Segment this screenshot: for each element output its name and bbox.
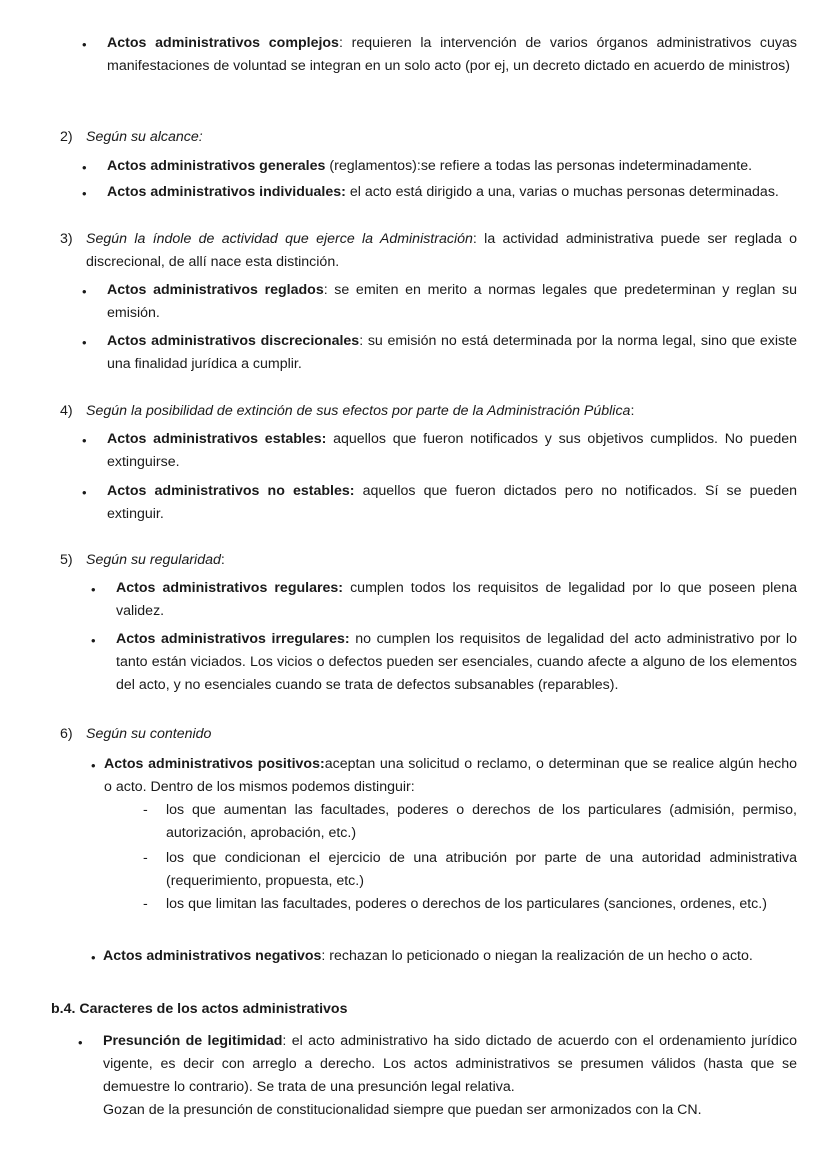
text-estables: aquellos que fueron notificados y sus objetivos cumplidos. No pueden extinguirse.	[107, 431, 798, 470]
text-no-estables: aquellos que fueron dictados pero no notificados. Sí se pueden extinguir.	[107, 483, 798, 522]
section-title-5-rest: :	[220, 552, 225, 568]
section-title-2: Según su alcance:	[86, 129, 203, 145]
dash-icon: -	[143, 850, 148, 866]
subitem-limitan: los que limitan las facultades, poderes o derechos de los particulares (sanciones, ordenes, etc.)	[166, 896, 767, 912]
section-title-4-rest: :	[630, 403, 635, 419]
bullet-icon: •	[82, 284, 87, 299]
bullet-icon: •	[82, 335, 87, 350]
item-regulares	[116, 577, 797, 623]
section-title-3-italic: Según la índole de actividad que ejerce la Administración	[86, 231, 473, 247]
item-discrecionales	[107, 330, 797, 376]
text-negativos: : rechazan lo peticionado o niegan la realización de un hecho o acto.	[321, 948, 753, 964]
text-presuncion-extra: Gozan de la presunción de constitucionalidad siempre que puedan ser armonizados con la CN.	[103, 1102, 702, 1118]
text-reglados: : se emiten en merito a normas legales que predeterminan y reglan su emisión.	[107, 282, 798, 321]
term-no-estables: Actos administrativos no estables:	[107, 483, 355, 499]
section-title-6: Según su contenido	[86, 726, 212, 742]
bullet-icon: •	[82, 37, 87, 52]
text-discrecionales: : su emisión no está determinada por la norma legal, sino que existe una finalidad jurídica a cumplir.	[107, 333, 797, 372]
section-title-3-rest: : la actividad administrativa puede ser reglada o discrecional, de allí nace esta distinción.	[86, 231, 797, 270]
bullet-icon: •	[91, 633, 96, 648]
item-presuncion	[103, 1030, 797, 1099]
text-irregulares: no cumplen los requisitos de legalidad del acto administrativo por lo tanto están viciados. Los vicios o defectos pueden ser esenciales, cuando afecte a alguno de los elementos del acto, y no esenciales cuando se trata de defectos subsanables (reparables).	[116, 631, 797, 693]
item-reglados	[107, 279, 797, 325]
section-number-4: 4)	[60, 403, 73, 419]
term-presuncion: Presunción de legitimidad	[103, 1033, 283, 1049]
text-regulares: cumplen todos los requisitos de legalidad por lo que poseen plena validez.	[116, 580, 797, 619]
term-reglados: Actos administrativos reglados	[107, 282, 324, 298]
term-complejos: Actos administrativos complejos	[107, 35, 339, 51]
item-individuales	[107, 181, 807, 204]
section-title-5	[86, 549, 797, 572]
item-no-estables	[107, 480, 797, 526]
bullet-icon: •	[91, 582, 96, 597]
subitem-condicionan: los que condicionan el ejercicio de una atribución por parte de una autoridad administrativa (requerimiento, propuesta, etc.)	[166, 850, 797, 889]
term-positivos: Actos administrativos positivos:	[104, 756, 325, 772]
bullet-icon: •	[91, 950, 96, 965]
section-number-2: 2)	[60, 129, 73, 145]
bullet-icon: •	[78, 1035, 83, 1050]
bullet-icon: •	[91, 758, 96, 773]
section-title-4	[86, 400, 797, 423]
term-negativos: Actos administrativos negativos	[103, 948, 322, 964]
term-individuales: Actos administrativos individuales:	[107, 184, 346, 200]
bullet-icon: •	[82, 160, 87, 175]
text-generales: (reglamentos):se refiere a todas las personas indeterminadamente.	[325, 158, 753, 174]
bullet-icon: •	[82, 433, 87, 448]
dash-icon: -	[143, 896, 148, 912]
item-positivos	[104, 753, 797, 799]
bullet-icon: •	[82, 485, 87, 500]
dash-icon: -	[143, 802, 148, 818]
text-complejos: : requieren la intervención de varios órganos administrativos cuyas manifestaciones de voluntad se integran en un solo acto (por ej, un decreto dictado en acuerdo de ministros)	[107, 35, 797, 74]
item-irregulares	[116, 628, 797, 697]
item-generales	[107, 155, 807, 178]
subitem-aumentan: los que aumentan las facultades, poderes o derechos de los particulares (admisión, permiso, autorización, aprobación, etc.)	[166, 802, 797, 841]
section-title-5-italic: Según su regularidad	[86, 552, 221, 568]
item-complejos	[107, 32, 797, 78]
item-negativos	[103, 945, 803, 968]
term-irregulares: Actos administrativos irregulares:	[116, 631, 350, 647]
section-number-3: 3)	[60, 231, 73, 247]
section-heading-b4: b.4. Caracteres de los actos administrativos	[51, 1001, 348, 1017]
term-generales: Actos administrativos generales	[107, 158, 326, 174]
section-number-6: 6)	[60, 726, 73, 742]
term-regulares: Actos administrativos regulares:	[116, 580, 344, 596]
section-title-3	[86, 228, 797, 274]
section-title-4-italic: Según la posibilidad de extinción de sus efectos por parte de la Administración Pública	[86, 403, 631, 419]
section-number-5: 5)	[60, 552, 73, 568]
term-discrecionales: Actos administrativos discrecionales	[107, 333, 360, 349]
text-positivos: aceptan una solicitud o reclamo, o determinan que se realice algún hecho o acto. Dentro de los mismos podemos distinguir:	[104, 756, 797, 795]
text-presuncion: : el acto administrativo ha sido dictado de acuerdo con el ordenamiento jurídico vigente, es decir con arreglo a derecho. Los actos administrativos se presumen válidos (hasta que se demuestre lo contrario). Se trata de una presunción legal relativa.	[103, 1033, 797, 1095]
term-estables: Actos administrativos estables:	[107, 431, 327, 447]
bullet-icon: •	[82, 186, 87, 201]
item-estables	[107, 428, 797, 474]
text-individuales: el acto está dirigido a una, varias o muchas personas determinadas.	[345, 184, 779, 200]
